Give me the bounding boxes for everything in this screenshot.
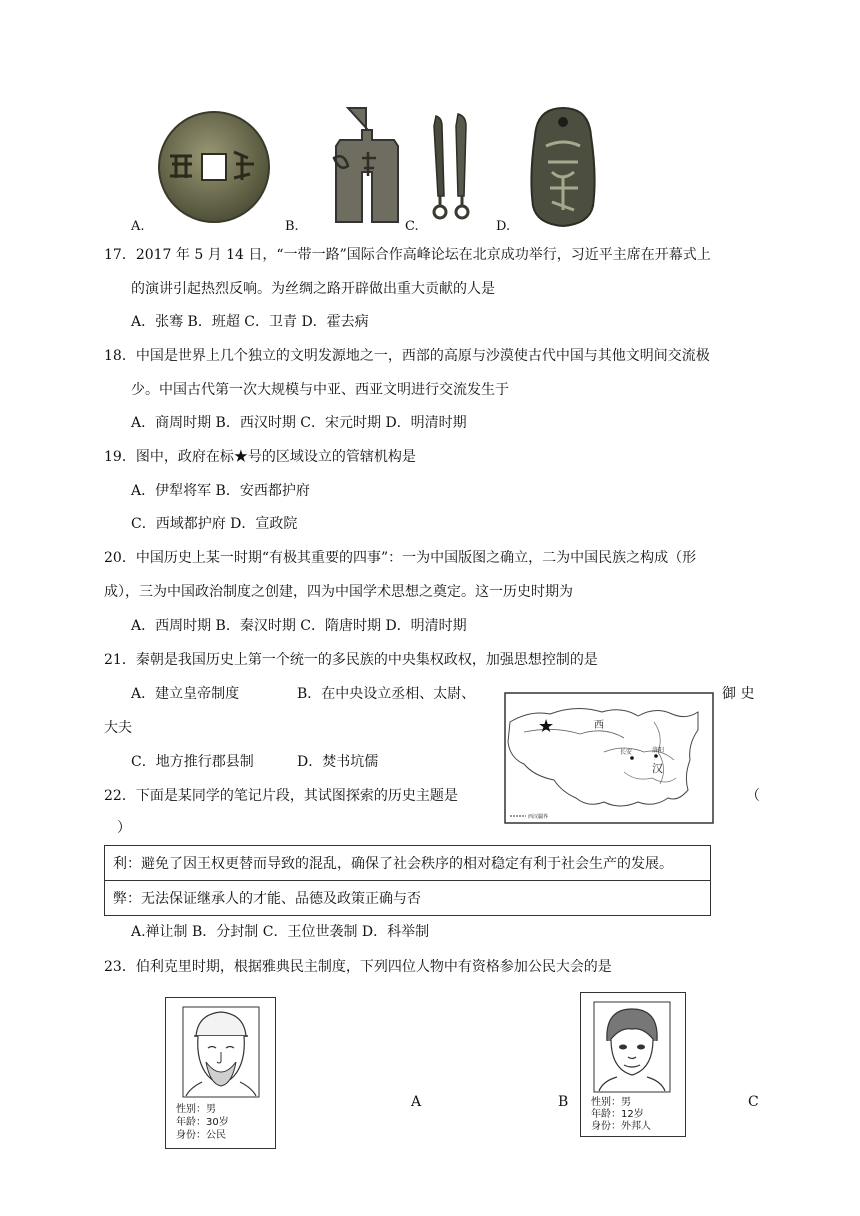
- question-17-stem-line1: 17．2017 年 5 月 14 日，“一带一路”国际合作高峰论坛在北京成功举行，习近平主席在开幕式上: [104, 247, 711, 263]
- question-22-options: A.禅让制 B．分封制 C．王位世袭制 D．科举制: [131, 924, 430, 940]
- question-20-stem-line2: 成），三为中国政治制度之创建，四为中国学术思想之奠定。这一历史时期为: [104, 584, 573, 600]
- question-17-stem-line2: 的演讲引起热烈反响。为丝绸之路开辟做出重大贡献的人是: [131, 281, 495, 297]
- question-19-options-row1: A．伊犁将军 B．安西都护府: [131, 483, 310, 499]
- map-star-icon: ★: [538, 716, 555, 737]
- question-21-option-d: D．焚书坑儒: [297, 754, 379, 770]
- map-label-xi: 西: [594, 720, 604, 731]
- coin-b-image: [312, 106, 402, 226]
- coin-a-image: [158, 108, 270, 226]
- question-20-stem-line1: 20．中国历史上某一时期“有极其重要的四事”：一为中国版图之确立，二为中国民族之构成（形: [104, 550, 697, 566]
- coin-a-label: A.: [131, 219, 145, 234]
- card-b-age: 年龄：12岁: [591, 1109, 644, 1120]
- coin-d-label: D.: [496, 219, 511, 234]
- question-18-stem-line1: 18．中国是世界上几个独立的文明发源地之一，西部的高原与沙漠使古代中国与其他文明间交流极: [104, 348, 710, 364]
- notes-table: [104, 845, 711, 916]
- notes-row-cons: [105, 881, 711, 916]
- question-22-paren-close: ）: [117, 820, 131, 836]
- answer-label-a: A: [411, 1094, 422, 1110]
- portrait-adult-citizen: [182, 1006, 260, 1098]
- question-17-options: A．张骞 B．班超 C．卫青 D．霍去病: [131, 314, 369, 330]
- question-22-stem: 22．下面是某同学的笔记片段，其试图探索的历史主题是: [104, 788, 458, 804]
- notes-cell-cons: 弊：无法保证继承人的才能、品德及政策正确与否: [105, 881, 711, 916]
- question-19-options-row2: C．西域都护府 D．宣政院: [131, 516, 298, 532]
- person-card-b: [580, 992, 686, 1137]
- question-22-paren-open: （: [746, 788, 760, 804]
- question-23-stem: 23．伯利克里时期，根据雅典民主制度，下列四位人物中有资格参加公民大会的是: [104, 959, 612, 975]
- map-label-changan: 长安: [620, 749, 633, 756]
- notes-row-pros: [105, 846, 711, 881]
- han-dynasty-map: [504, 692, 714, 824]
- question-21-option-b-end: 御 史: [722, 686, 755, 702]
- question-21-option-b-wrap: 大夫: [104, 720, 132, 736]
- card-a-age: 年龄：30岁: [176, 1117, 229, 1128]
- notes-cell-pros: 利：避免了因王权更替而导致的混乱，确保了社会秩序的相对稳定有利于社会生产的发展。: [105, 846, 711, 881]
- card-b-gender: 性别：男: [591, 1097, 631, 1108]
- question-21-option-a: A．建立皇帝制度: [131, 686, 240, 702]
- card-b-identity: 身份：外邦人: [591, 1121, 651, 1132]
- card-a-identity: 身份：公民: [176, 1130, 226, 1141]
- coin-b-label: B.: [285, 219, 299, 234]
- question-19-stem: 19．图中，政府在标★号的区域设立的管辖机构是: [104, 449, 416, 465]
- map-label-luoyang: 洛阳: [652, 747, 665, 754]
- portrait-foreign-boy: [593, 1001, 671, 1093]
- map-label-han: 汉: [652, 762, 663, 775]
- question-21-option-b: B．在中央设立丞相、太尉、: [297, 686, 476, 702]
- question-18-stem-line2: 少。中国古代第一次大规模与中亚、西亚文明进行交流发生于: [131, 382, 509, 398]
- coin-d-image: [528, 106, 598, 228]
- question-20-options: A．西周时期 B．秦汉时期 C．隋唐时期 D．明清时期: [131, 618, 467, 634]
- card-a-gender: 性别：男: [176, 1104, 216, 1115]
- coin-c-label: C.: [405, 219, 419, 234]
- question-21-stem: 21．秦朝是我国历史上第一个统一的多民族的中央集权政权，加强思想控制的是: [104, 652, 598, 668]
- answer-label-b: B: [558, 1094, 569, 1110]
- question-21-option-c: C．地方推行郡县制: [131, 754, 254, 770]
- map-legend-label: 西汉疆界: [528, 814, 549, 820]
- question-18-options: A．商周时期 B．西汉时期 C．宋元时期 D．明清时期: [131, 415, 467, 431]
- person-card-a: [165, 997, 276, 1149]
- answer-label-c: C: [748, 1094, 759, 1110]
- coin-c-image: [428, 112, 478, 228]
